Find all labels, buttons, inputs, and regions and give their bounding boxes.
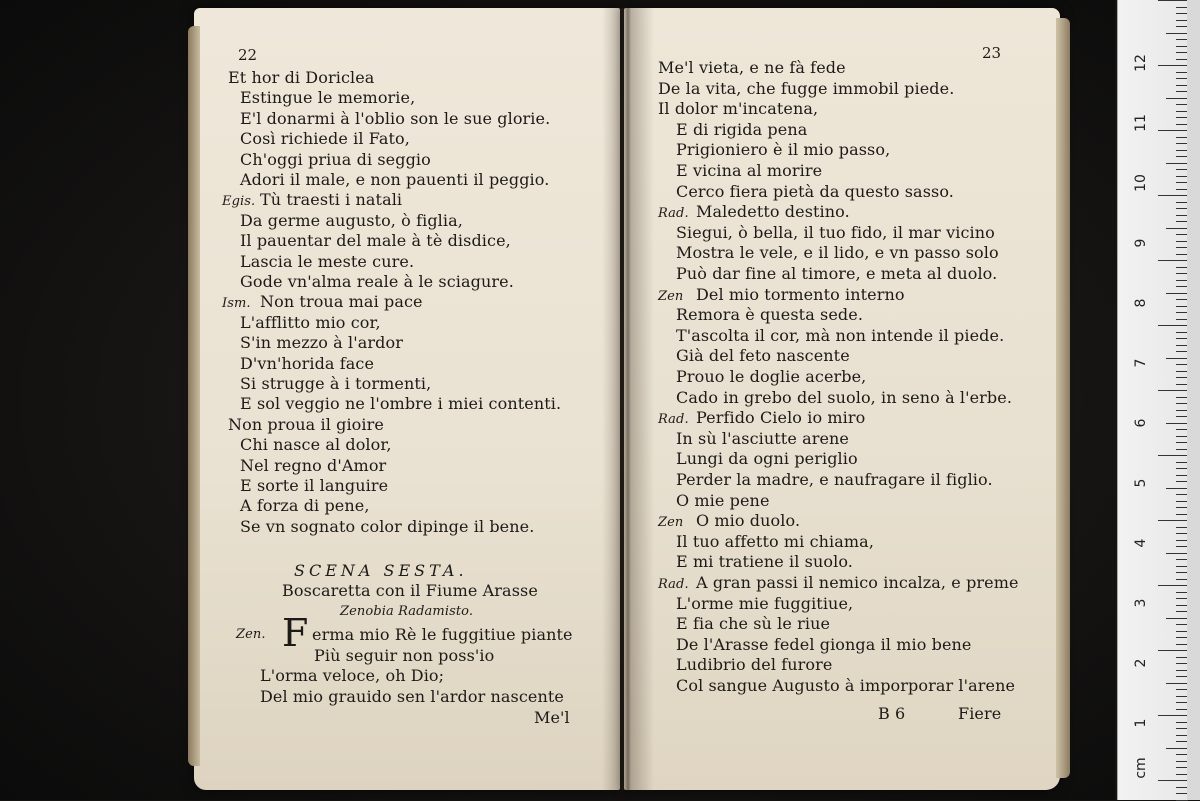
scene-speaker: Zen. <box>236 627 266 642</box>
verse-line: Può dar fine al timore, e meta al duolo. <box>676 264 998 283</box>
right-page <box>624 8 1060 790</box>
verse-line: Gode vn'alma reale à le sciagure. <box>240 272 514 291</box>
signature-mark: B 6 <box>878 704 906 723</box>
verse-line: Chi nasce al dolor, <box>240 435 392 455</box>
book-gutter <box>602 8 654 790</box>
ruler-tick <box>1158 0 1188 1</box>
verse-line: Ch'oggi priua di seggio <box>240 149 431 169</box>
verse-line: A gran passi il nemico incalza, e preme <box>696 573 1019 592</box>
scene-verse-line: erma mio Rè le fuggitiue piante <box>312 625 573 644</box>
scene-verse-line: L'orma veloce, oh Dio; <box>260 666 445 685</box>
ruler-edge <box>1187 0 1200 800</box>
verse-line: L'afflitto mio cor, <box>240 312 381 332</box>
ruler-tick <box>1166 33 1188 34</box>
ruler-tick <box>1166 488 1188 489</box>
verse-line: A forza di pene, <box>240 496 370 516</box>
ruler-tick <box>1158 260 1188 261</box>
ruler-tick <box>1166 98 1188 99</box>
drop-cap: F <box>282 611 309 655</box>
scene-characters: Zenobia Radamisto. <box>340 604 474 619</box>
ruler-number: 2 <box>1133 658 1149 668</box>
verse-line: S'in mezzo à l'ardor <box>240 333 403 353</box>
speaker-label: Zen <box>658 515 684 531</box>
verse-line: Cado in grebo del suolo, in seno à l'erbe. <box>676 387 1013 407</box>
left-page-number: 22 <box>238 46 258 64</box>
ruler-tick <box>1158 520 1188 521</box>
verse-line: E fia che sù le riue <box>676 614 831 634</box>
verse-line: Ludibrio del furore <box>676 655 833 675</box>
scene-verse-line: Più seguir non poss'io <box>314 645 495 665</box>
left-catchword: Me'l <box>534 708 570 727</box>
verse-line: Perfido Cielo io miro <box>696 408 866 428</box>
verse-line: L'orme mie fuggitiue, <box>676 593 854 613</box>
verse-line: E vicina al morire <box>676 161 823 180</box>
ruler-number: 12 <box>1133 54 1149 72</box>
verse-line: Tù traesti i natali <box>260 190 403 210</box>
ruler-unit: cm <box>1133 757 1149 779</box>
verse-line: Si strugge à i tormenti, <box>240 374 432 393</box>
verse-line: Siegui, ò bella, il tuo fido, il mar vicino <box>676 222 995 242</box>
verse-line: E mi tratiene il suolo. <box>676 552 853 572</box>
verse-line: In sù l'asciutte arene <box>676 428 850 448</box>
ruler-tick <box>1166 228 1188 229</box>
ruler-tick <box>1158 390 1188 391</box>
ruler-tick <box>1166 683 1188 684</box>
verse-line: Lascia le meste cure. <box>240 251 415 271</box>
ruler-tick <box>1158 130 1188 131</box>
scene-heading: SCENA SESTA. <box>294 561 468 580</box>
verse-line: Lungi da ogni periglio <box>676 449 858 469</box>
verse-line: Prigioniero è il mio passo, <box>676 140 891 160</box>
verse-line: O mie pene <box>676 490 770 510</box>
verse-line: De l'Arasse fedel gionga il mio bene <box>676 634 972 654</box>
verse-line: Et hor di Doriclea <box>228 68 375 87</box>
speaker-label: Egis. <box>222 194 256 210</box>
verse-line: Remora è questa sede. <box>676 305 864 325</box>
verse-line: Già del feto nascente <box>676 346 850 366</box>
verse-line: Il dolor m'incatena, <box>658 99 819 119</box>
ruler-tick <box>1158 455 1188 456</box>
speaker-label: Rad. <box>658 412 689 428</box>
ruler-tick <box>1158 195 1188 196</box>
open-book <box>194 8 1062 790</box>
verse-line: Adori il male, e non pauenti il peggio. <box>240 170 550 189</box>
ruler-number: 7 <box>1133 358 1149 368</box>
ruler-tick <box>1166 553 1188 554</box>
verse-line: O mio duolo. <box>696 511 801 531</box>
right-page-edge <box>1056 18 1070 778</box>
ruler-tick <box>1158 65 1188 66</box>
verse-line: De la vita, che fugge immobil piede. <box>658 78 955 98</box>
right-page-number: 23 <box>982 44 1002 62</box>
ruler-number: 6 <box>1133 418 1149 428</box>
ruler-number: 11 <box>1133 114 1149 132</box>
scene-setting: Boscaretta con il Fiume Arasse <box>282 581 538 600</box>
verse-line: E sol veggio ne l'ombre i miei contenti. <box>240 394 562 414</box>
verse-line: Il pauentar del male à tè disdice, <box>240 231 511 251</box>
left-page <box>194 8 620 790</box>
verse-line: Così richiede il Fato, <box>240 129 410 149</box>
speaker-label: Rad. <box>658 577 689 592</box>
verse-line: E'l donarmi à l'oblio son le sue glorie. <box>240 108 551 128</box>
scene-verse-line: Del mio grauido sen l'ardor nascente <box>260 686 564 706</box>
ruler-number: 4 <box>1133 538 1149 548</box>
ruler-number: 10 <box>1133 174 1149 192</box>
verse-line: Maledetto destino. <box>696 202 850 222</box>
ruler-tick <box>1158 325 1188 326</box>
verse-line: D'vn'horida face <box>240 353 375 373</box>
verse-line: Nel regno d'Amor <box>240 455 387 475</box>
left-page-edge <box>188 26 200 766</box>
verse-line: Del mio tormento interno <box>696 284 905 304</box>
verse-line: Il tuo affetto mi chiama, <box>676 531 874 551</box>
ruler-number: 9 <box>1133 238 1149 248</box>
verse-line: T'ascolta il cor, mà non intende il piede. <box>676 325 1005 345</box>
verse-line: E sorte il languire <box>240 476 389 495</box>
verse-line: Perder la madre, e naufragare il figlio. <box>676 470 993 489</box>
verse-line: Mostra le vele, e il lido, e vn passo solo <box>676 243 999 263</box>
ruler-tick <box>1158 585 1188 586</box>
verse-line: Col sangue Augusto à imporporar l'arene <box>676 676 1016 695</box>
ruler-number: 5 <box>1133 478 1149 488</box>
verse-line: Cerco fiera pietà da questo sasso. <box>676 181 954 201</box>
verse-line: Non troua mai pace <box>260 292 423 312</box>
right-catchword: Fiere <box>958 704 1002 723</box>
ruler-tick <box>1158 650 1188 651</box>
verse-line: Se vn sognato color dipinge il bene. <box>240 516 535 536</box>
ruler-number: 1 <box>1133 718 1149 728</box>
ruler-tick <box>1166 163 1188 164</box>
measuring-ruler <box>1117 0 1188 800</box>
ruler-tick <box>1166 618 1188 619</box>
verse-line: Non proua il gioire <box>228 414 384 434</box>
speaker-label: Rad. <box>658 206 689 222</box>
ruler-tick <box>1158 780 1188 781</box>
verse-line: Me'l vieta, e ne fà fede <box>658 58 846 77</box>
ruler-tick <box>1166 423 1188 424</box>
ruler-tick <box>1166 358 1188 359</box>
ruler-number: 8 <box>1133 298 1149 308</box>
verse-line: E di rigida pena <box>676 119 808 139</box>
verse-line: Estingue le memorie, <box>240 88 416 108</box>
verse-line: Prouo le doglie acerbe, <box>676 367 867 386</box>
verse-line: Da germe augusto, ò figlia, <box>240 210 463 230</box>
speaker-label: Ism. <box>222 296 251 312</box>
ruler-number: 3 <box>1133 598 1149 608</box>
ruler-tick <box>1166 293 1188 294</box>
speaker-label: Zen <box>658 288 684 304</box>
ruler-tick <box>1166 748 1188 749</box>
ruler-tick <box>1158 715 1188 716</box>
